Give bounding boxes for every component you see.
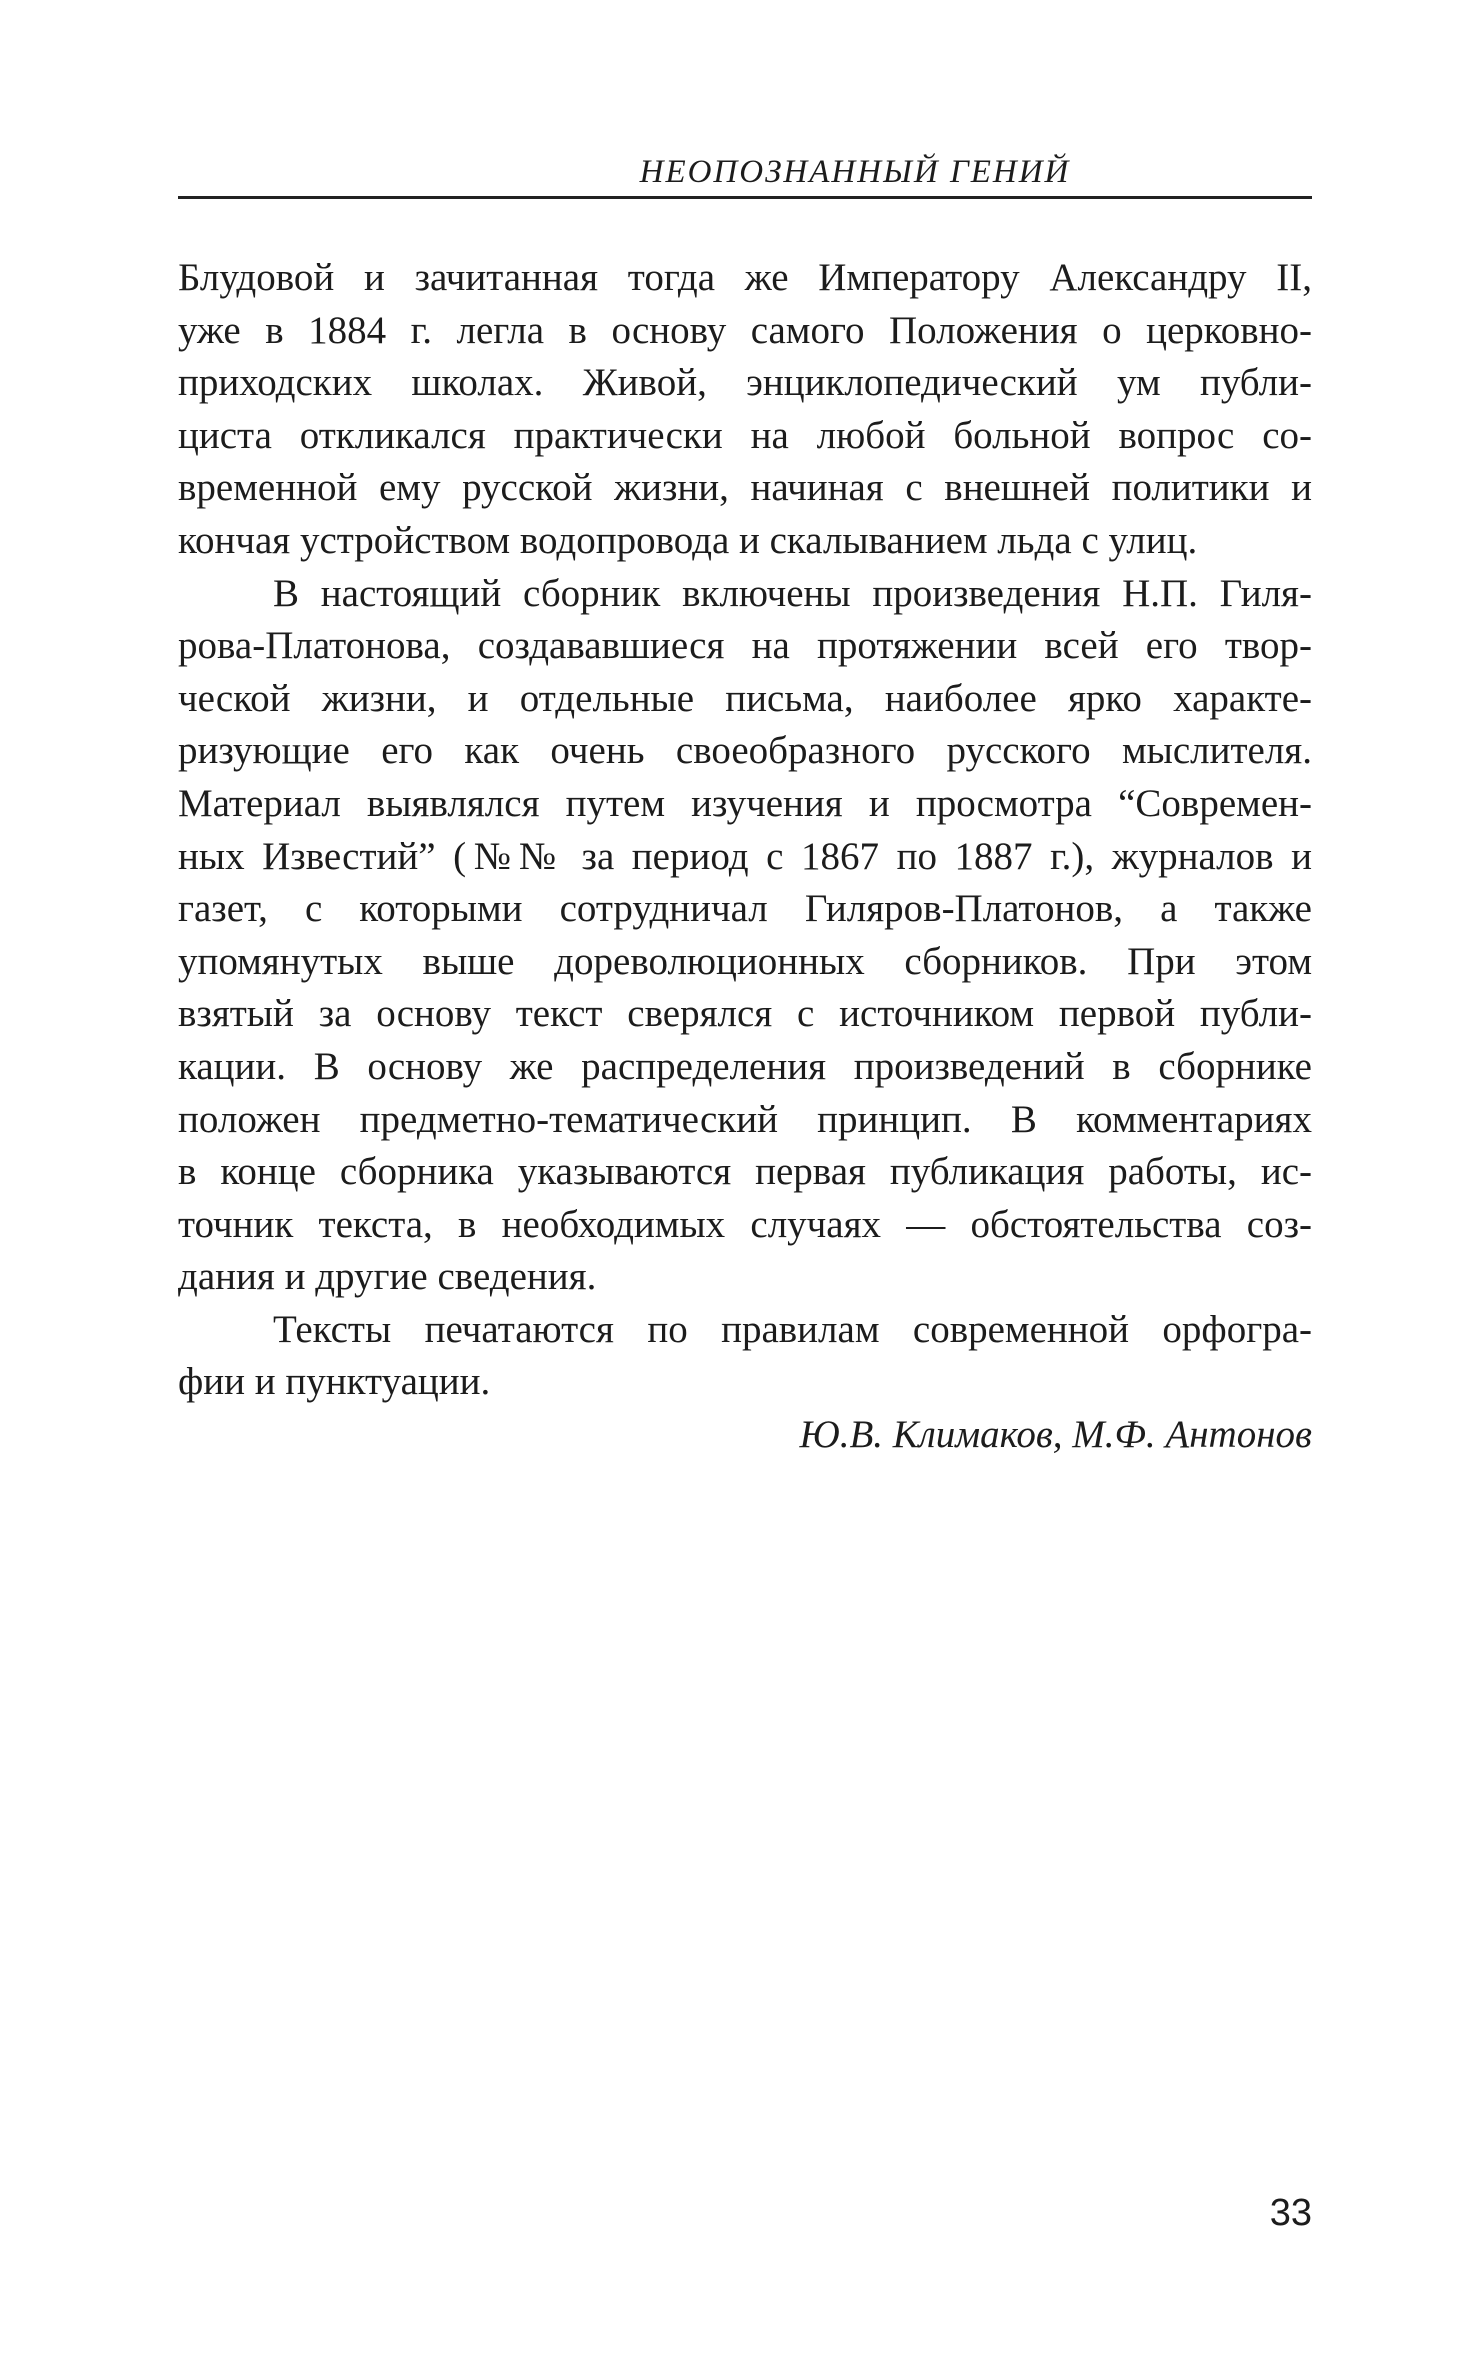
text-line: приходских школах. Живой, энциклопедический ум публи-: [178, 361, 1312, 405]
text-line: ных Известий” (№№ за период с 1867 по 1887 г.), журналов и: [178, 834, 1312, 878]
text-line: газет, с которыми сотрудничал Гиляров-Платонов, а также: [178, 887, 1312, 931]
running-header: [178, 150, 1312, 199]
text-line: точник текста, в необходимых случаях — обстоятельства соз-: [178, 1202, 1312, 1246]
text-line: В настоящий сборник включены произведения Н.П. Гиля-: [273, 571, 1312, 615]
text-line: кации. В основу же распределения произведений в сборнике: [178, 1044, 1312, 1088]
text-line: Тексты печатаются по правилам современной орфогра-: [273, 1307, 1312, 1351]
text-line: упомянутых выше дореволюционных сборников. При этом: [178, 939, 1312, 983]
body-text: [178, 252, 1312, 1462]
text-line: рова-Платонова, создававшиеся на протяжении всей его твор-: [178, 624, 1312, 668]
text-line: дания и другие сведения.: [178, 1255, 597, 1299]
page-number: 33: [1269, 2192, 1312, 2234]
paragraph-collection-contents: [178, 568, 1312, 1304]
text-line: Материал выявлялся путем изучения и просмотра “Современ-: [178, 781, 1312, 825]
text-line: ческой жизни, и отдельные письма, наиболее ярко характе-: [178, 676, 1312, 720]
text-line: взятый за основу текст сверялся с источником первой публи-: [178, 992, 1312, 1036]
text-line: ризующие его как очень своеобразного русского мыслителя.: [178, 729, 1312, 773]
text-line: фии и пунктуации.: [178, 1360, 491, 1404]
text-line: кончая устройством водопровода и скалыванием льда с улиц.: [178, 518, 1198, 562]
author-signature: Ю.В. Климаков, М.Ф. Антонов: [799, 1413, 1312, 1457]
text-line: в конце сборника указываются первая публикация работы, ис-: [178, 1150, 1312, 1194]
text-line: Блудовой и зачитанная тогда же Императору Александру II,: [178, 256, 1312, 299]
paragraph-continuation: [178, 252, 1312, 568]
text-line: циста откликался практически на любой больной вопрос со-: [178, 413, 1312, 457]
text-line: положен предметно-тематический принцип. В комментариях: [178, 1097, 1312, 1141]
text-line: временной ему русской жизни, начиная с внешней политики и: [178, 466, 1312, 510]
paragraph-orthography-note: [178, 1304, 1312, 1409]
running-header-title: НЕОПОЗНАННЫЙ ГЕНИЙ: [639, 154, 1071, 190]
text-line: уже в 1884 г. легла в основу самого Положения о церковно-: [178, 308, 1312, 352]
